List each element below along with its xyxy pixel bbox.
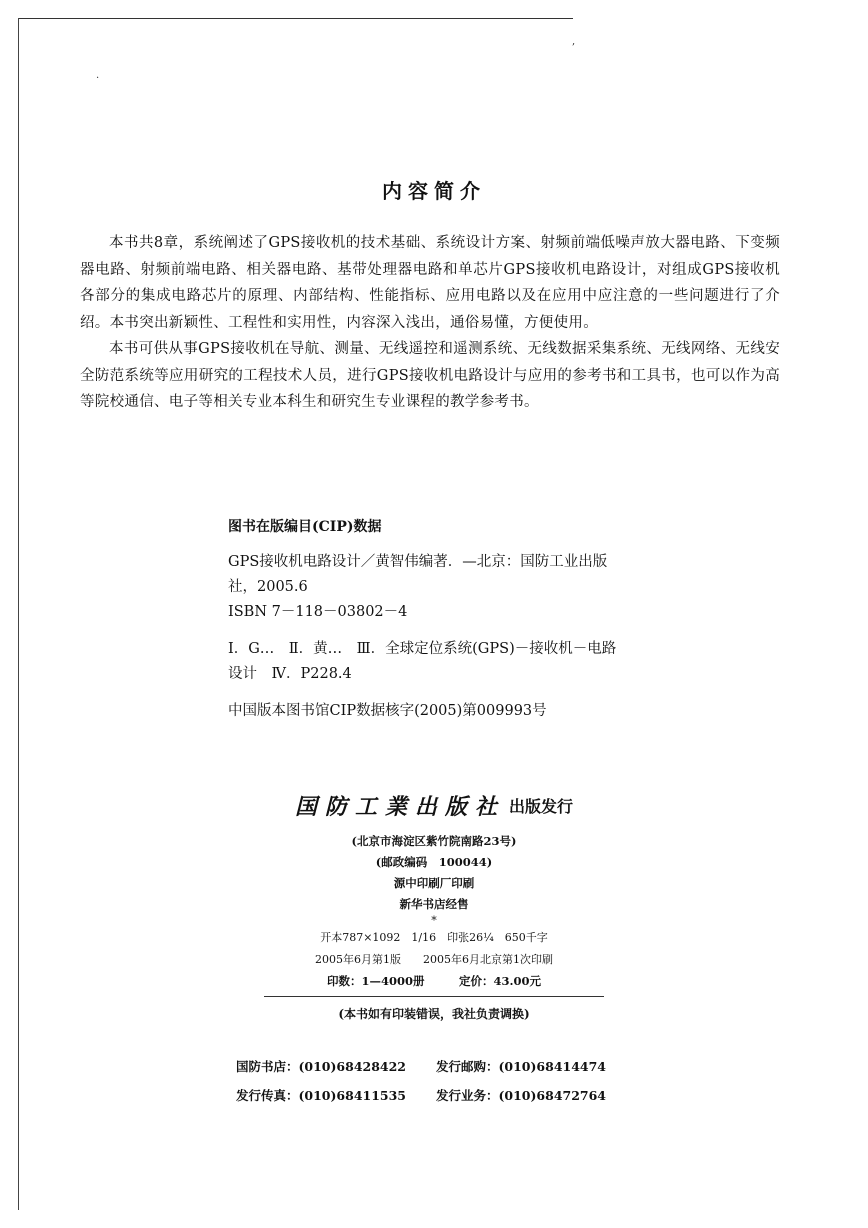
format-line: 开本787×1092 1/16 印张26¼ 650千字	[320, 931, 548, 944]
publisher-postcode: (邮政编码 100044)	[375, 855, 493, 869]
edition-line: 2005年6月第1版 2005年6月北京第1次印刷	[315, 953, 553, 966]
publisher-address: (北京市海淀区紫竹院南路23号)	[351, 834, 517, 848]
contact-row	[236, 1081, 636, 1110]
business-phone: 发行业务：(010)68472764	[436, 1088, 607, 1103]
abstract-paragraph-1: 本书共8章，系统阐述了GPS接收机的技术基础、系统设计方案、射频前端低噪声放大器电路、下变频器电路、射频前端电路、相关器电路、基带处理器电路和单芯片GPS接收机电路设计，对组成GPS接收机各部分的集成电路芯片的原理、内部结构、性能指标、应用电路以及在应用中应注意的一些问题进行了介绍。本书突出新颖性、工程性和实用性，内容深入浅出，通俗易懂，方便使用。	[80, 235, 780, 331]
top-border-rule	[18, 18, 573, 19]
scan-speck: ,	[572, 36, 576, 47]
bookstore-phone: 国防书店：(010)68428422	[236, 1059, 407, 1074]
contact-row	[236, 1052, 636, 1081]
cip-citation: GPS接收机电路设计／黄智伟编著．—北京：国防工业出版社，2005.6	[228, 554, 608, 595]
cip-core-number: 中国版本图书馆CIP数据核字(2005)第009993号	[228, 703, 547, 719]
publisher-logo: 国防工業出版社	[294, 794, 505, 820]
fax-number: 发行传真：(010)68411535	[236, 1088, 407, 1103]
publisher-suffix: 出版发行	[509, 797, 574, 816]
cip-isbn: ISBN 7－118－03802－4	[228, 604, 408, 620]
scan-speck: .	[96, 70, 100, 81]
cip-classification: Ⅰ．G… Ⅱ．黄… Ⅲ．全球定位系统(GPS)－接收机－电路设计 Ⅳ．P228.4	[228, 641, 617, 682]
cip-data-block	[228, 550, 628, 736]
printer-line: 源中印刷厂印刷	[393, 876, 475, 890]
book-abstract	[80, 230, 780, 416]
replacement-notice: (本书如有印装错误，我社负责调换)	[338, 1007, 530, 1021]
publisher-block	[0, 790, 868, 1027]
contact-list	[236, 1052, 636, 1110]
page-title: 内容简介	[382, 179, 486, 203]
separator-asterisk: *	[431, 914, 437, 927]
abstract-paragraph-2: 本书可供从事GPS接收机在导航、测量、无线遥控和遥测系统、无线数据采集系统、无线网络、无线安全防范系统等应用研究的工程技术人员，进行GPS接收机电路设计与应用的参考书和工具书，也可以作为高等院校通信、电子等相关专业本科生和研究生专业课程的教学参考书。	[80, 341, 780, 410]
divider-rule	[264, 996, 604, 997]
distributor-line: 新华书店经售	[399, 897, 469, 911]
mail-order-phone: 发行邮购：(010)68414474	[436, 1059, 607, 1074]
cip-heading: 图书在版编目(CIP)数据	[228, 519, 382, 535]
printing-price-line: 印数：1—4000册 定价：43.00元	[326, 974, 542, 988]
